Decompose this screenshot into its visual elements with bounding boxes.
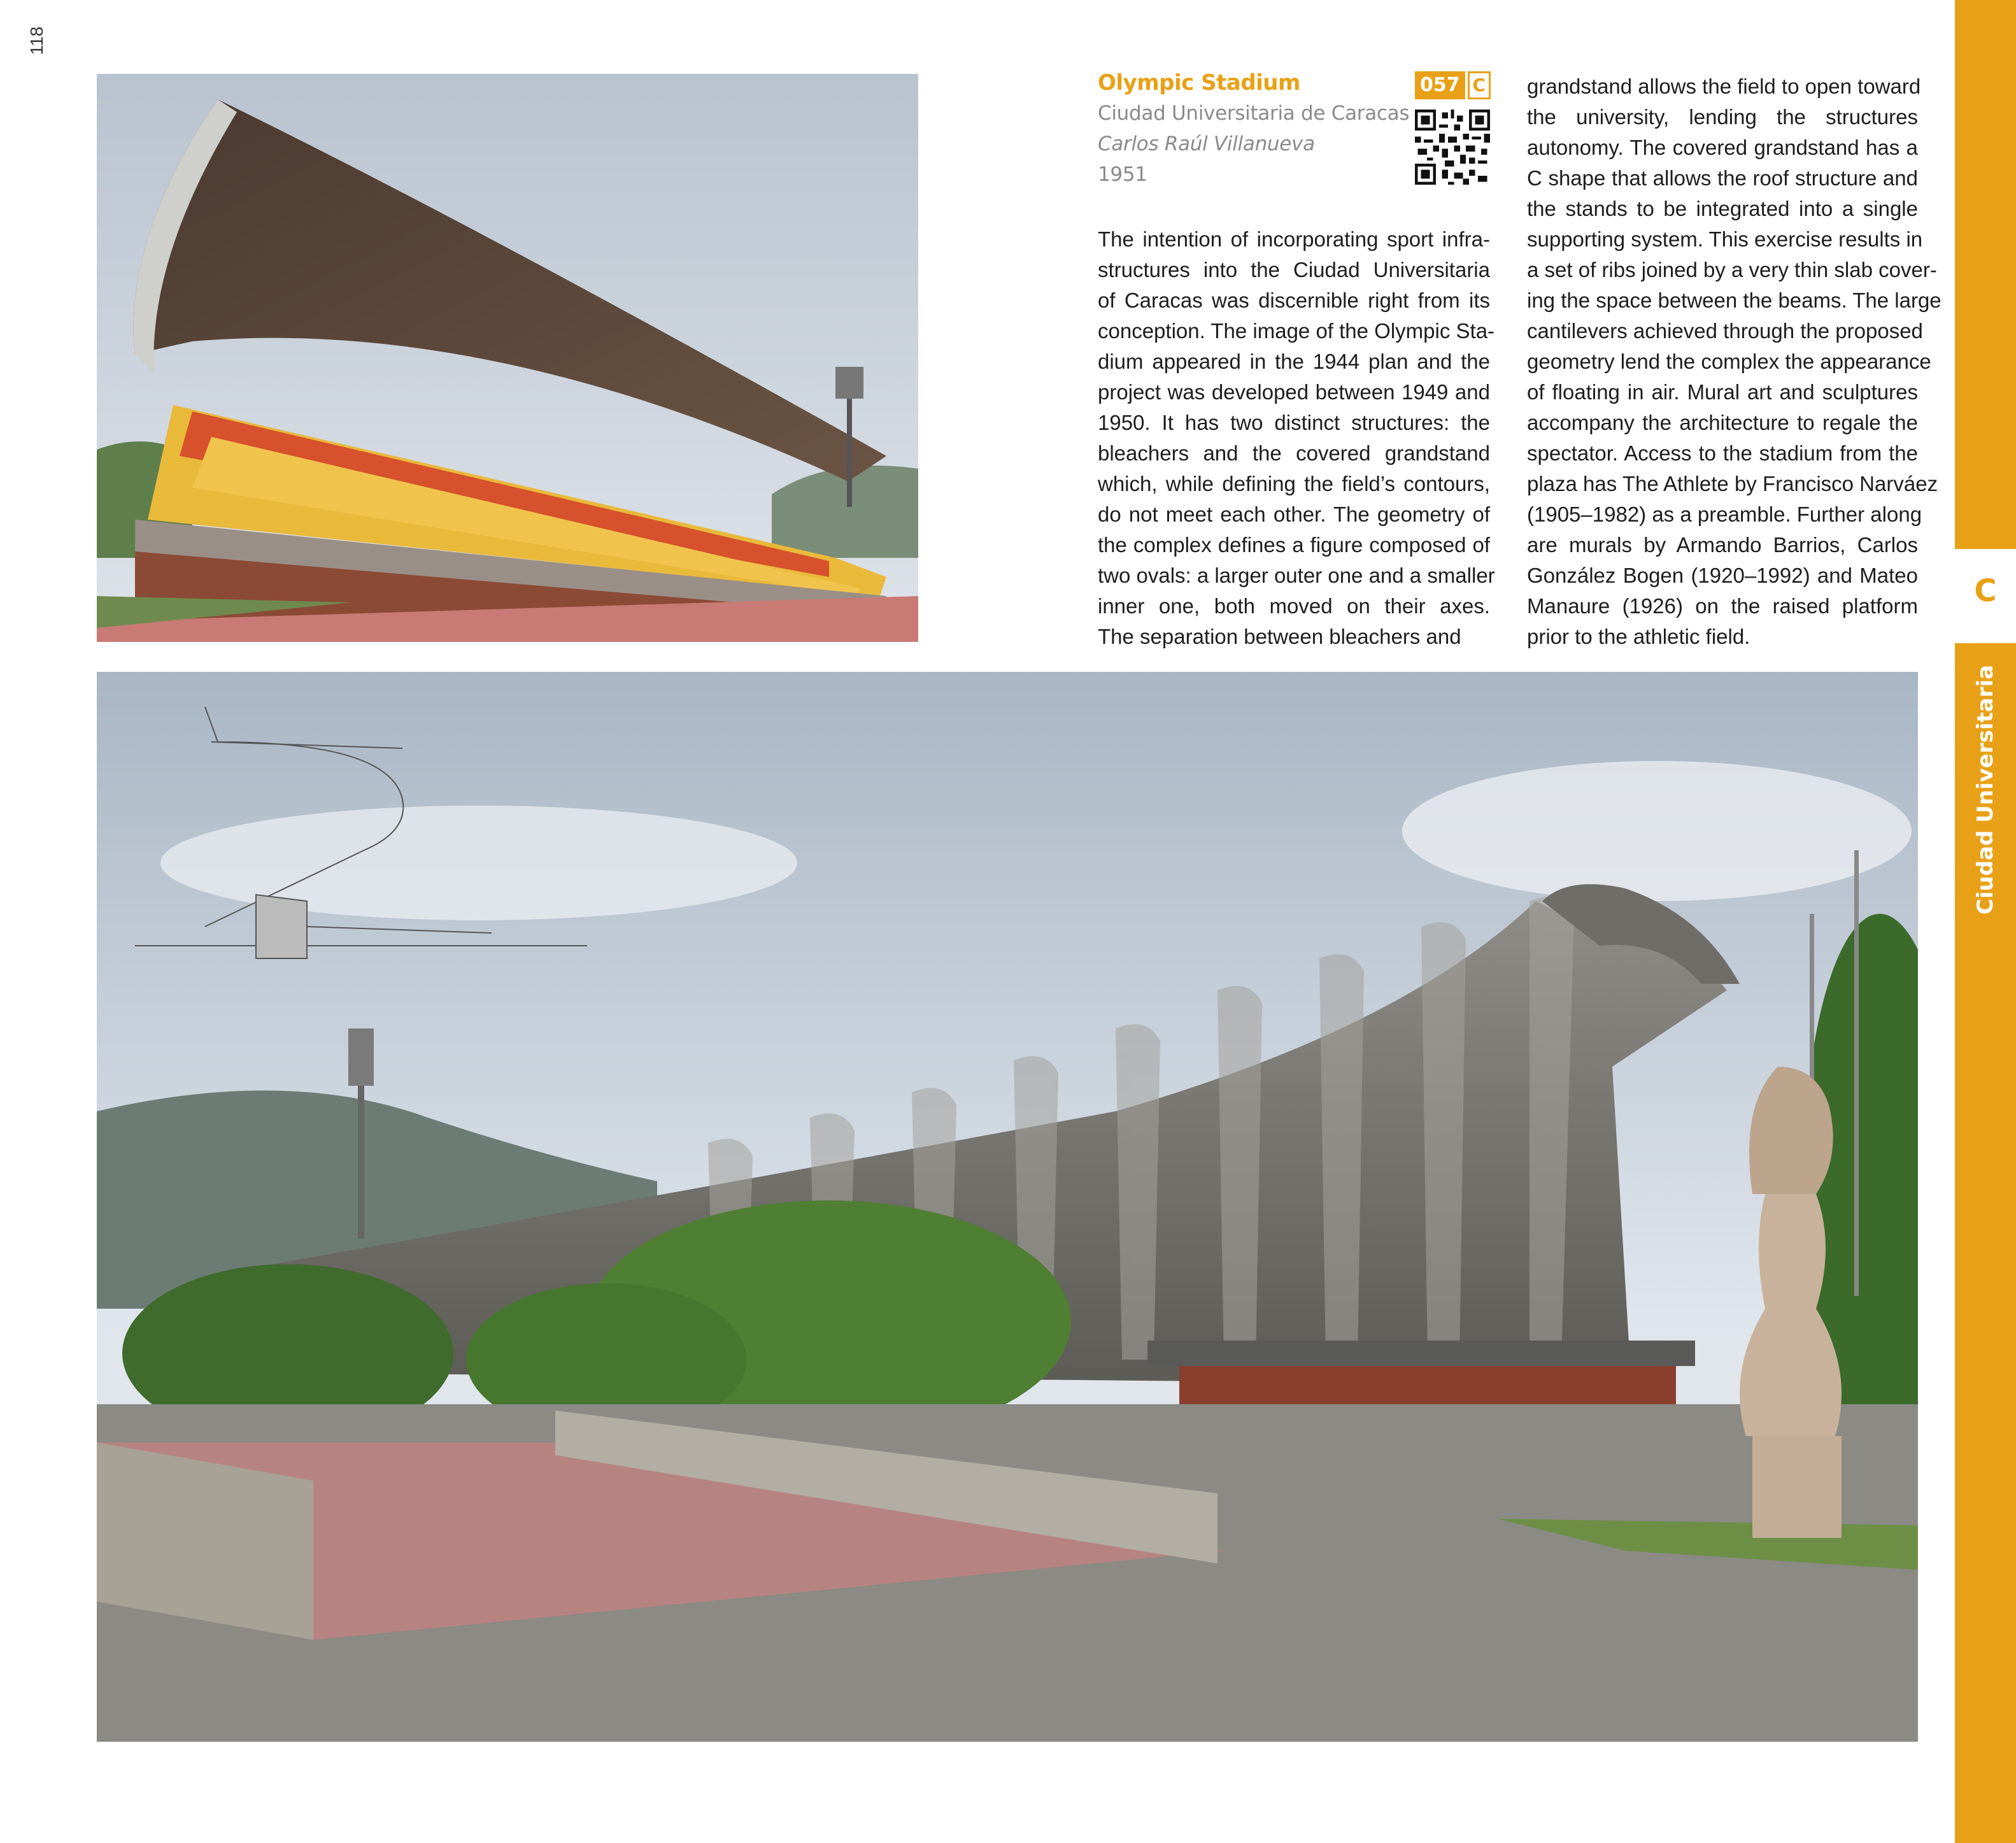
body-line: two ovals: a larger outer one and a smaller xyxy=(1098,564,1495,587)
body-line: ing the space between the beams. The large xyxy=(1527,288,1941,312)
entry-section-letter: C xyxy=(1468,71,1491,99)
body-column-1 xyxy=(1098,224,1495,652)
body-line: accompany the architecture to regale the xyxy=(1527,411,1918,434)
body-line: Manaure (1926) on the raised platform xyxy=(1527,594,1918,618)
body-line: cantilevers achieved through the proposed xyxy=(1527,319,1923,343)
body-line: structures into the Ciudad Universitaria xyxy=(1098,258,1490,281)
body-line: dium appeared in the 1944 plan and the xyxy=(1098,350,1490,373)
body-line: a set of ribs joined by a very thin slab cover- xyxy=(1527,258,1937,281)
body-line: which, while defining the field’s contours, xyxy=(1098,472,1490,495)
entry-architect: Carlos Raúl Villanueva xyxy=(1098,132,1315,155)
body-line: (1905–1982) as a preamble. Further along xyxy=(1527,502,1922,526)
body-line: 1950. It has two distinct structures: the xyxy=(1098,411,1490,434)
body-line: González Bogen (1920–1992) and Mateo xyxy=(1527,564,1918,587)
body-line: do not meet each other. The geometry of xyxy=(1098,502,1490,526)
body-line: geometry lend the complex the appearance xyxy=(1527,350,1931,373)
section-letter: C xyxy=(1974,573,1997,609)
body-line: of Caracas was discernible right from its xyxy=(1098,288,1490,312)
body-line: the university, lending the structures xyxy=(1527,105,1918,129)
body-line: conception. The image of the Olympic Sta- xyxy=(1098,319,1495,343)
body-column-2 xyxy=(1527,71,1941,652)
qr-code-icon xyxy=(1415,110,1490,185)
entry-location: Ciudad Universitaria de Caracas xyxy=(1098,102,1410,125)
entry-badge xyxy=(1415,71,1491,99)
page-number-left: 118 xyxy=(27,26,46,55)
body-line: C shape that allows the roof structure and xyxy=(1527,166,1918,190)
stadium-exterior-photo xyxy=(97,672,1918,1742)
body-line: plaza has The Athlete by Francisco Narváez xyxy=(1527,472,1938,495)
section-label: Ciudad Universitaria xyxy=(1973,664,1998,915)
body-line: inner one, both moved on their axes. xyxy=(1098,594,1490,618)
body-line: bleachers and the covered grandstand xyxy=(1098,441,1490,465)
body-line: grandstand allows the field to open toward xyxy=(1527,75,1921,98)
grandstand-photo xyxy=(97,74,918,642)
body-line: are murals by Armando Barrios, Carlos xyxy=(1527,533,1918,557)
body-line: spectator. Access to the stadium from the xyxy=(1527,441,1918,465)
body-line: The intention of incorporating sport infra- xyxy=(1098,227,1490,251)
entry-number: 057 xyxy=(1415,71,1465,99)
body-line: autonomy. The covered grandstand has a xyxy=(1527,136,1918,159)
body-line: The separation between bleachers and xyxy=(1098,625,1461,648)
entry-year: 1951 xyxy=(1098,163,1147,186)
section-side-bar xyxy=(1955,0,2016,1843)
entry-title: Olympic Stadium xyxy=(1098,70,1300,96)
body-line: prior to the athletic field. xyxy=(1527,625,1750,648)
body-line: the stands to be integrated into a single xyxy=(1527,197,1918,220)
body-line: project was developed between 1949 and xyxy=(1098,380,1490,404)
body-line: of floating in air. Mural art and sculptures xyxy=(1527,380,1918,404)
body-line: the complex defines a figure composed of xyxy=(1098,533,1490,557)
body-line: supporting system. This exercise results in xyxy=(1527,227,1923,251)
